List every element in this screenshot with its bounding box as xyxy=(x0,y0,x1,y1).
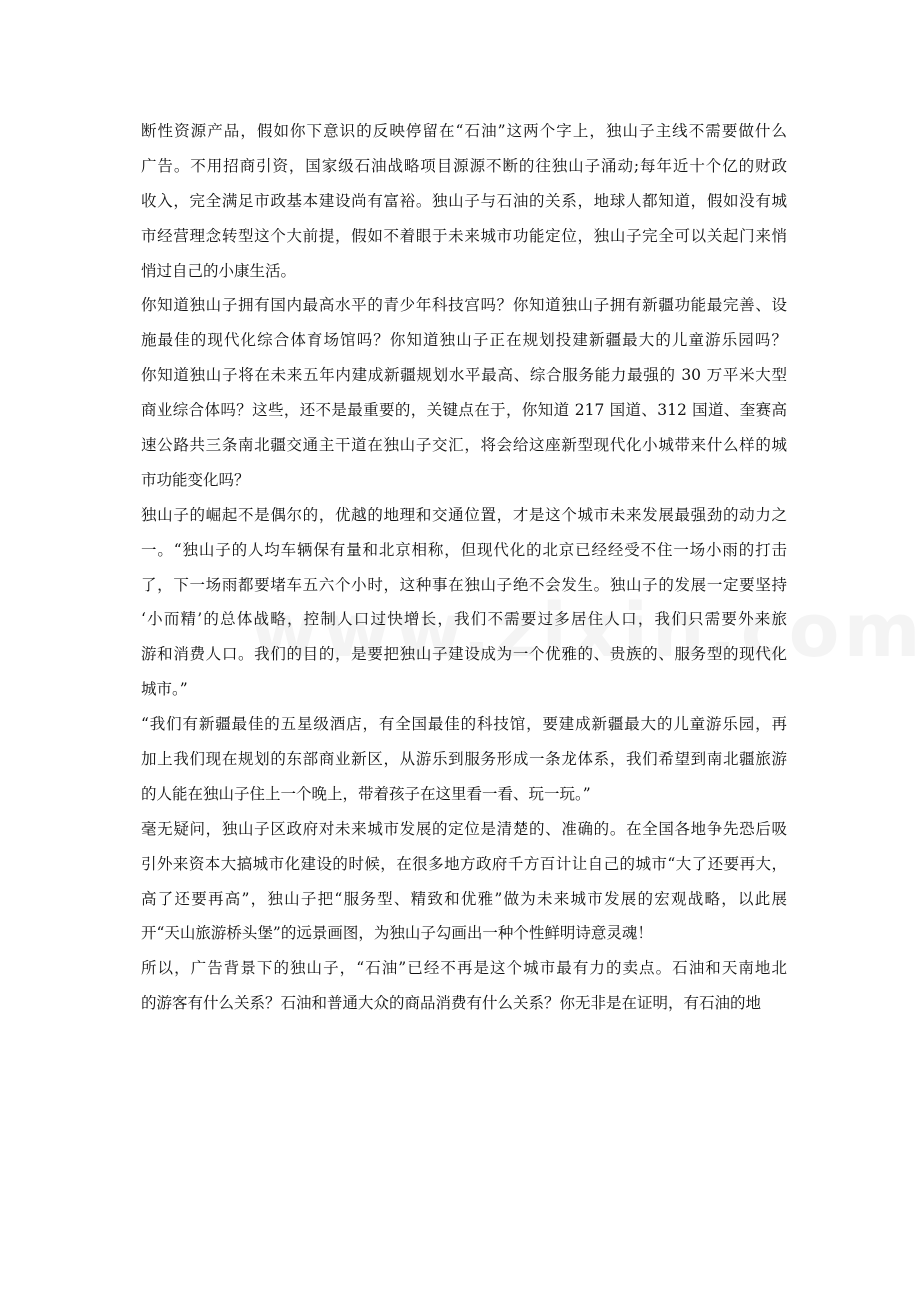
paragraph-line: 悄过自己的小康生活。 xyxy=(141,261,297,280)
paragraph-line: 的游客有什么关系？石油和普通大众的商品消费有什么关系？你无非是在证明，有石油的地 xyxy=(141,994,762,1013)
paragraph-line: “我们有新疆最佳的五星级酒店，有全国最佳的科技馆，要建成新疆最大的儿童游乐园，再 xyxy=(141,715,787,734)
paragraph-line: 你知道独山子将在未来五年内建成新疆规划水平最高、综合服务能力最强的 30 万平米大型 xyxy=(141,366,787,385)
paragraph-line: 你知道独山子拥有国内最高水平的青少年科技宫吗？你知道独山子拥有新疆功能最完善、设 xyxy=(141,296,787,315)
paragraph xyxy=(141,114,787,288)
paragraph-line: 市经营理念转型这个大前提，假如不着眼于未来城市功能定位，独山子完全可以关起门来悄 xyxy=(141,226,787,245)
paragraph-line: ‘小而精’的总体战略，控制人口过快增长，我们不需要过多居住人口，我们只需要外来旅 xyxy=(141,610,787,629)
paragraph-line: 商业综合体吗？这些，还不是最重要的，关键点在于，你知道 217 国道、312 国道、奎赛高 xyxy=(141,401,787,420)
paragraph-line: 收入，完全满足市政基本建设尚有富裕。独山子与石油的关系，地球人都知道，假如没有城 xyxy=(141,191,787,210)
paragraph-line: 引外来资本大搞城市化建设的时候，在很多地方政府千方百计让自己的城市“大了还要再大， xyxy=(141,854,787,873)
paragraph-line: 的人能在独山子住上一个晚上，带着孩子在这里看一看、玩一玩。” xyxy=(141,784,591,803)
paragraph-line: 速公路共三条南北疆交通主干道在独山子交汇，将会给这座新型现代化小城带来什么样的城 xyxy=(141,436,787,455)
paragraph-line: 断性资源产品，假如你下意识的反映停留在“石油”这两个字上，独山子主线不需要做什么 xyxy=(141,122,787,140)
paragraph-line: 加上我们现在规划的东部商业新区，从游乐到服务形成一条龙体系，我们希望到南北疆旅游 xyxy=(141,750,787,769)
document-body xyxy=(141,114,787,1021)
paragraph xyxy=(141,707,787,812)
paragraph-line: 开“天山旅游桥头堡”的远景画图，为独山子勾画出一种个性鲜明诗意灵魂！ xyxy=(141,924,653,943)
paragraph-line: 游和消费人口。我们的目的，是要把独山子建设成为一个优雅的、贵族的、服务型的现代化 xyxy=(141,645,787,664)
paragraph-line: 毫无疑问，独山子区政府对未来城市发展的定位是清楚的、准确的。在全国各地争先恐后吸 xyxy=(141,819,787,838)
paragraph-line: 高了还要再高”，独山子把“服务型、精致和优雅”做为未来城市发展的宏观战略，以此展 xyxy=(141,889,787,908)
paragraph xyxy=(141,951,787,1021)
paragraph-line: 一。“独山子的人均车辆保有量和北京相称，但现代化的北京已经经受不住一场小雨的打击 xyxy=(141,540,787,559)
paragraph xyxy=(141,498,787,707)
paragraph xyxy=(141,812,787,952)
paragraph-line: 所以，广告背景下的独山子，“石油”已经不再是这个城市最有力的卖点。石油和天南地北 xyxy=(141,959,787,978)
paragraph-line: 城市。” xyxy=(141,680,188,699)
paragraph-line: 了，下一场雨都要堵车五六个小时，这种事在独山子绝不会发生。独山子的发展一定要坚持 xyxy=(141,575,787,594)
paragraph-line: 广告。不用招商引资，国家级石油战略项目源源不断的往独山子涌动;每年近十个亿的财政 xyxy=(141,156,787,175)
paragraph xyxy=(141,288,787,497)
paragraph-line: 市功能变化吗？ xyxy=(141,470,250,489)
paragraph-line: 独山子的崛起不是偶尔的，优越的地理和交通位置，才是这个城市未来发展最强劲的动力之 xyxy=(141,505,787,524)
paragraph-line: 施最佳的现代化综合体育场馆吗？你知道独山子正在规划投建新疆最大的儿童游乐园吗？ xyxy=(141,331,787,350)
